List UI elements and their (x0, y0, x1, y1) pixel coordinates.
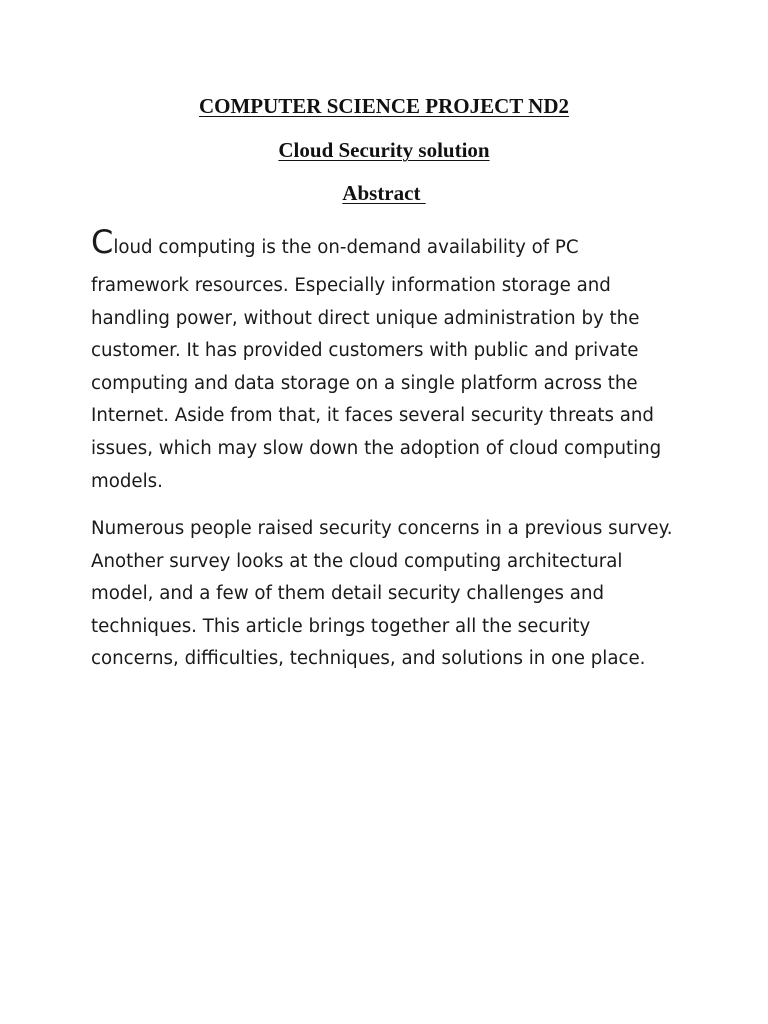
paragraph-line: issues, which may slow down the adoption of cloud computing (91, 437, 662, 459)
paragraph-line: Numerous people raised security concerns in a previous survey. (91, 518, 673, 539)
paragraph-line: techniques. This article brings together all the security (91, 615, 591, 637)
paragraph-line: Internet. Aside from that, it faces several security threats and (91, 405, 654, 427)
paragraph-line: model, and a few of them detail security challenges and (91, 583, 605, 605)
paragraph-line: Another survey looks at the cloud computing architectural (91, 550, 623, 572)
paragraph-line: models. (91, 470, 163, 492)
section-heading-abstract: Abstract (342, 181, 426, 205)
paragraph-line: concerns, difficulties, techniques, and solutions in one place. (91, 648, 646, 670)
abstract-paragraph-2 (91, 513, 691, 676)
paragraph-line-text: loud computing is the on-demand availability of PC (113, 237, 579, 258)
paragraph-line: customer. It has provided customers with public and private (91, 340, 639, 362)
paragraph-line: framework resources. Especially information storage and (91, 275, 611, 296)
paragraph-line: handling power, without direct unique administration by the (91, 307, 640, 329)
document-title: COMPUTER SCIENCE PROJECT ND2 (198, 94, 570, 118)
paragraph-line (91, 223, 691, 270)
document-subtitle: Cloud Security solution (278, 138, 490, 162)
paragraph-line: computing and data storage on a single platform across the (91, 372, 638, 394)
drop-cap: C (91, 223, 114, 261)
abstract-paragraph-1 (91, 223, 691, 498)
